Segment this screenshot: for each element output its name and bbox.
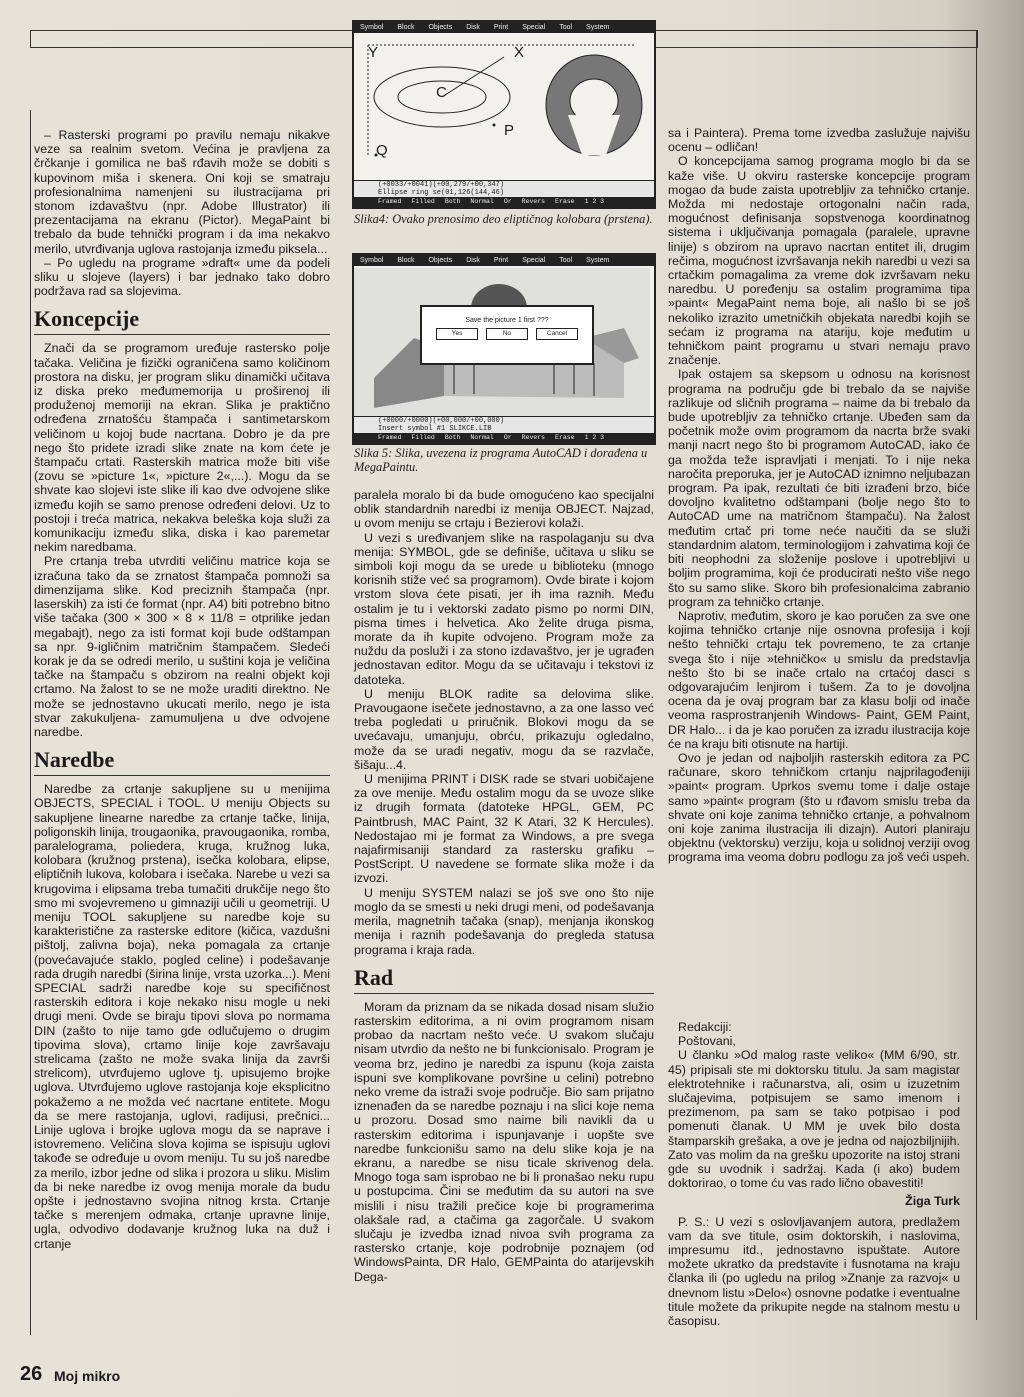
heading-koncepcije: Koncepcije (34, 306, 330, 335)
coord-readout: (+0000/+0000)(+00,000/+00,000) (378, 417, 505, 425)
left-column-rule (30, 110, 31, 1335)
menu-item: Block (397, 257, 415, 264)
page-buttons: 1 2 3 (584, 198, 605, 205)
status-bar (354, 180, 654, 207)
paragraph: sa i Paintera). Prema tome izvedba zaslužuje najvišu ocenu – odličan! (668, 126, 970, 155)
figure-5-caption: Slika 5: Slika, uvezena iz programa AutoCAD i dorađena u MegaPaintu. (354, 446, 648, 474)
normal-button: Normal (470, 434, 494, 441)
column-1 (34, 128, 330, 1251)
tool-button-row (354, 197, 654, 207)
revers-button: Revers (521, 434, 546, 441)
cancel-button: Cancel (536, 328, 578, 340)
paragraph: – Rasterski programi po pravilu nemaju nikakve veze sa realnim svetom. Većina je pravljena za črčkanje i gomilica ne baš rđavih može se dobiti s kupovinom miša i skenera. Oni koji se smatraju profesionalnima namenjeni su ilustracijama pri stonom izdavaštvu (npr. Adobe Illustrator) ili prezentacijama na ekranu (Pictor). MegaPaint bi trebalo da bude tehnički program i da ima nekakvo merilo, utvrđivanja uglova rastojanja između piksela... (34, 128, 330, 256)
figure-5-screenshot (352, 253, 656, 445)
menu-item: Objects (428, 257, 453, 264)
column-3 (668, 126, 970, 865)
letter-body: U članku »Od malog raste veliko« (MM 6/90, str. 45) pripisali ste mi doktorsku titulu. Ja sam magistar elektrotehnike i računarstva, ali, osim u izuzetnim slučajevima, potpisujem se samo imenom i prezimenom, pa sam se tako potpisao i pod pomenuti članak. U MM je uvek bilo dosta štamparskih grešaka, a ove je jedna od najozbiljnijih. Zato vas molim da na grešku upozorite na istoj strani gde su uvodnik i sadržaj. Kada (i ako) budem doktorirao, o tome ću vas rado lično obavestiti! (668, 1048, 960, 1191)
heading-rad: Rad (354, 965, 654, 994)
label-q: Q (376, 142, 388, 159)
paragraph: Ovo je jedan od najboljih rasterskih editora za PC računare, skoro tehničkom crtanju najprilagođeniji »paint« program. Uprkos svemu tome i dalje ostaje samo »paint« program (što u rđavom smislu treba da shvate oni koje zanima tehničko crtanje, a pohvalnom oni koje zanima ilustracija ili dizajn). Autori planiraju objektnu (vektorsku) verziju, koja u solidnoj verziji ovog programa ima veoma dobru podlogu za još veći uspeh. (668, 750, 970, 865)
both-button: Both (444, 434, 461, 441)
page-number: 26 (20, 1363, 43, 1385)
column-2 (354, 488, 654, 1284)
magazine-name: Moj mikro (54, 1368, 121, 1384)
ellipse-drawing (354, 35, 650, 183)
paragraph: U vezi s uređivanjem slike na raspolaganju su dva menija: SYMBOL, gde se definiše, učitava u sliku se simboli koji mogu da se urede u biblioteku (mnogo korisnih stiže već sa programom). Ovde birate i kojom vrstom slova ćete pisati, jer ih ima raznih. Među ostalim je tu i vektorski zadato pismo po normi DIN, pisma times i helvetica. Ako želite druga pisma, morate da ih kupite odvojeno. Program može za nuždu da posluži i za stono izdavaštvo, jer je ugrađen jednostavan editor. Mogu da se učitavaju i tekstovi iz datoteka. (354, 530, 654, 687)
menu-bar (354, 255, 654, 266)
label-x: X (514, 44, 525, 61)
paragraph: O koncepcijama samog programa moglo bi da se kaže više. U okviru rasterske koncepcije program mogao da bude zaista upotrebljiv za tehničko crtanje. Možda mi nedostaje ortogonalni način rada, mogućnost definisanja sopstvenoga koordinatnog sistema i uključivanja pomagala (paralele, upravne linije) s obzirom na upravo nacrtan entitet ili, drugim rečima, mogućnost izvršavanja nekih naredbi u vezi sa crtačkim pomagalima za vreme dok izvršavam neku naredbu. U poređenju sa ostalim programima tipa »paint« MegaPaint nema boje, ali našlo bi se još nekoliko izrazito umetničkih objekata naredbi kojih se sećam iz programa na atariju, koje međutim u tehničkom paint programu u stvari nemaju pravo značenje. (668, 154, 970, 368)
label-y: Y (368, 44, 379, 61)
menu-item: Symbol (360, 24, 384, 31)
paragraph: U menijima PRINT i DISK rade se stvari uobičajene za ove menije. Među ostalim mogu da se uvoze slike iz drugih formata (datoteke HPGL, GEM, PC Paintbrush, MAC Paint, 32 K Atari, 32 K Hercules). Nedostajao mi je format za Windows, a pre svega najafirmisaniji standard za rastersku grafiku – PostScript. U navedene se formate slika može i da izvozi. (354, 772, 654, 886)
menu-item: Print (493, 24, 509, 31)
menu-item: System (586, 257, 610, 264)
menu-item: Objects (428, 24, 453, 31)
menu-item: Block (397, 24, 415, 31)
erase-button: Erase (555, 198, 575, 205)
heading-naredbe: Naredbe (34, 747, 330, 776)
page-buttons: 1 2 3 (584, 434, 605, 441)
menu-item: Special (522, 257, 546, 264)
paragraph: Naprotiv, međutim, skoro je kao poručen za sve one kojima tehničko crtanje nije osnovna profesija i koji nešto tehnički crtaju tek povremeno, te za crtanje svega što i nije »tehničko« u smislu da predstavlja nešto što bi se inače crtalo na crtaćoj dasci s odgovarajućim lenjirom i tušem. Za to je dovoljna ocena da je ovaj program bar za klasu bolji od inače veoma rasprostranjenih Windows- Paint, GEM Paint, DR Halo... i da je kao poručen za izradu ilustracija koje će na kraju biti otisnute na hartiji. (668, 608, 970, 751)
command-readout: Insert symbol #1 SLIKCE.LIB (378, 425, 492, 433)
save-dialog (420, 305, 594, 365)
paragraph: Pre crtanja treba utvrditi veličinu matrice koja se izračuna tako da se zrnatost štampača pomnoži sa dimenzijama slike. Kod preciznih štampača (npr. laserskih) za isti će format (npr. A4) biti potrebno bitno više tačaka (300 × 300 × 8 × 11/8 = otprilike jedan megabajt), nego za isti format koji bude odštampan sa npr. 9-igličnim matričnim štampačem. Sledeći korak je da se odredi merilo, u suštini koja je veličina tačke na štampaču s obzirom na realni objekt koji crtamo. Na žalost to se ne može uraditi direktno. Ne može se jednostavno ukucati merilo, nego je ista stvar zakukuljena- zamumuljena u dve odvojene naredbe. (34, 554, 330, 739)
paragraph: Naredbe za crtanje sakupljene su u menijima OBJECTS, SPECIAL i TOOL. U meniju Objects su sakupljene linearne naredbe za crtanje tačke, linija, poligonskih linija, trougaonika, pravougaonika, romba, paralelograma, poliedera, kruga, kružnog luka, kolobara (kružnog prstena), isečka kolobara, elipse, eliptičnih lukova, kolobara i isečaka. Narebe u vezi sa krugovima i elipsama treba tumačiti drukčije nego što smo mi svojevremeno u gimnaziji učili u geometriji. U meniju TOOL sakupljene su naredbe koje su karakteristične za rasterske editore (kičica, vazdušni pištolj, zalivna boja), neka pomagala za crtanje (povećavajuće staklo, pogled celine) i podešavanje rada drugih naredbi (širina linije, vrsta uzorka...). Meni SPECIAL sadrži naredbe koje su specifičnost rasterskih editora i koje nekako nisu mogle u neki drugi meni. Ovde se biraju tipovi slova po normama DIN (zašto to nije tamo gde odlučujemo o drugim tipovima slova), crtamo linije koje završavaju strelicama (zašto ne može svaka linija da završi strelicom), utvrđujemo uglove tj. upisujemo brojke uglova. Utvrđujemo uglove rastojanja koje eksplicitno pokažemo a ne možda već nacrtane entitete. Mogu da se mere rastojanja, uglovi, radijusi, prečnici... Linije uglova i brojke uglova mogu da se naprave i istovremeno. Veličina slova kojima se ispisuju uglovi takođe se određuje u ovom meniju. Tu su još naredbe za merilo, izbor jedne od slika i prozora u sliku. Mislim da bi neke naredbe iz ovog menija morale da budu opšte i jednostavno svojina nitnog krsta. Crtanje tačke s merenjem odmaka, crtanje upravne linije, ugla, odvodivo dodavanje kružnog luka na duž i crtanje (34, 782, 330, 1251)
letter-greeting: Redakciji: (678, 1020, 732, 1034)
menu-item: Disk (466, 24, 480, 31)
paragraph: Ipak ostajem sa skepsom u odnosu na korisnost programa na području gde bi trebalo da se najviše razlikuje od sličnih programa – naime da bi trebalo da bude upotrebljiv za tehničko crtanje. Ubeđen sam da početnik može ovim programom da nacrta brže svaki manji nacrt nego što bi programom AutoCAD, iako će ga možda teže ispravljati i menjati. To i nije neka naročita preporuka, jer je AutoCAD iznimno neljubazan program. Pa ipak, rezultati će biti izrađeni brzo, biće dovoljno kvalitetno odštampani (bolje nego što to AutoCAD ume na matričnom štampaču). Na žalost međutim crtač pri tome neće naučiti da se služi standardnim alatom, terminologijom i zahvatima koji će biti neophodni za složenije poslove i upotrebljivi u boljim programima, koji će producirati nešto više nego što su samo slike. Skoro bih profesionalcima zabranio program za tehničko crtanje. (668, 367, 970, 609)
filled-button: Filled (411, 198, 435, 205)
or-button: Or (503, 434, 512, 441)
normal-button: Normal (470, 198, 494, 205)
framed-button: Framed (378, 434, 402, 441)
both-button: Both (444, 198, 461, 205)
figure-4-caption: Slika4: Ovako prenosimo deo eliptičnog kolobara (prstena). (354, 212, 653, 226)
yes-button: Yes (436, 328, 478, 340)
paragraph: U meniju SYSTEM nalazi se još sve ono što nije moglo da se smesti u neki drugi meni, od podešavanja merila, magnetnih tačaka (snap), menjanja ikonskog menija i raznih podešavanja do pregleda statusa programa i kraja rada. (354, 885, 654, 957)
or-button: Or (503, 198, 512, 205)
menu-bar (354, 22, 654, 33)
tool-button-row (354, 433, 654, 443)
command-readout: Ellipse ring se(01,126(144,46) (378, 189, 505, 197)
right-frame-rule (976, 30, 977, 1320)
framed-button: Framed (378, 198, 402, 205)
erase-button: Erase (555, 434, 575, 441)
coord-readout: (+0033/+0041)(+00,279/+00,347) (378, 181, 505, 189)
paragraph: Znači da se programom uređuje rastersko polje tačaka. Veličina je fizički ograničena samo količinom prostora na disku, jer program sliku dinamički učitava iz diska preko međumemorija u proširenoj ili produženoj memoriji na ekran. Slika je praktično određena zrnatošću štampača i santimetarskom veličinom u kojoj bude nacrtana. Dobro je da pre nego što pridete izradi slike znate na kom ćete je štampaču crtati. Rasterskih matrica može biti više (zovu se »picture 1«, »picture 2«,...). Mogu da se shvate kao slojevi iste slike ili kao dve odvojene slike između kojih se samo prenose određeni delovi. Uz to postoji i treća matrica, nekakva beleška koja služi za komunikaciju između slika, diska i kao paremetar nekim naredbama. (34, 341, 330, 555)
menu-item: Symbol (360, 257, 384, 264)
menu-item: Disk (466, 257, 480, 264)
menu-item: Tool (559, 24, 573, 31)
no-button: No (486, 328, 528, 340)
menu-item: System (586, 24, 610, 31)
menu-item: Tool (559, 257, 573, 264)
label-c: C (436, 84, 447, 101)
status-bar (354, 416, 654, 443)
paragraph: U meniju BLOK radite sa delovima slike. Pravougaone isečete jednostavno, a za one lasso već treba pogledati u priručnik. Blokovi mogu da se uvećavaju, umanjuju, obrću, prikazuju ogledalno, može da se uradi negativ, mogu da se razvlače, šišaju...4. (354, 686, 654, 772)
letter-postscript: P. S.: U vezi s oslovljavanjem autora, predlažem vam da sve titule, osim doktorskih, i naslovima, impresumu itd., jednostavno ispuštate. Autore možete ukratko da predstavite i fusnotama na kraju članka ili (po ugledu na prilog »Znanje za razvoj« u dnevnom listu »Delo«) osnovne podatke i eventualne titule možete da prikupite negde na stalnom mestu u časopisu. (668, 1214, 960, 1329)
label-p: P (504, 122, 515, 139)
letter-greeting: Poštovani, (678, 1034, 736, 1049)
paragraph: Moram da priznam da se nikada dosad nisam služio rasterskim editorima, a ni ovim programom nisam probao da nacrtam nešto veće. U svakom slučaju nisam utvrdio da nešto ne bi funkcionisalo. Program je veoma brz, jedino je naredbi za ispunu (koja zaista ispuni sve komplikovane površine u celini) potrebno neko vreme da istraži svoje područje. Bio sam prijatno iznenađen da se naredbe poznaju i na slici koje nema u prozoru. Dosad smo naime bili navikli da u rasterskim editorima i ispunjavanje i uopšte sve naredbe funkcionišu samo na delu slike koja je na ekranu, a naredbe se nisu ticale skrivenog dela. Mnogo toga sam isprobao ne bi li pronašao neku rupu u postupcima. Čini se međutim da su autori na sve mislili i nisu tražili prečice koje bi programerima olakšale rad, a ctačima ga zagorčale. U svakom slučaju je izvedba iznad nivoa svih programa za rastersko crtanje, koje podrobnije poznajem (od WindowsPainta, DR Halo, GEMPainta do atarijevskih Dega- (354, 999, 654, 1284)
revers-button: Revers (521, 198, 546, 205)
paragraph: paralela moralo bi da bude omogućeno kao specijalni oblik standardnih naredbi iz menija OBJECT. Najzad, u ovom meniju se crtaju i Bezierovi kolaži. (354, 488, 654, 531)
figure-4-screenshot (352, 20, 656, 209)
menu-item: Print (493, 257, 509, 264)
menu-item: Special (522, 24, 546, 31)
letter-box (668, 1020, 960, 1328)
filled-button: Filled (411, 434, 435, 441)
paragraph: – Po ugledu na programe »draft« ume da podeli sliku u slojeve (layers) i bar jednako tako dobro podržava rad sa slojevima. (34, 255, 330, 299)
dialog-message: Save the picture 1 first ??? (465, 317, 549, 324)
letter-signature: Žiga Turk (905, 1194, 960, 1209)
